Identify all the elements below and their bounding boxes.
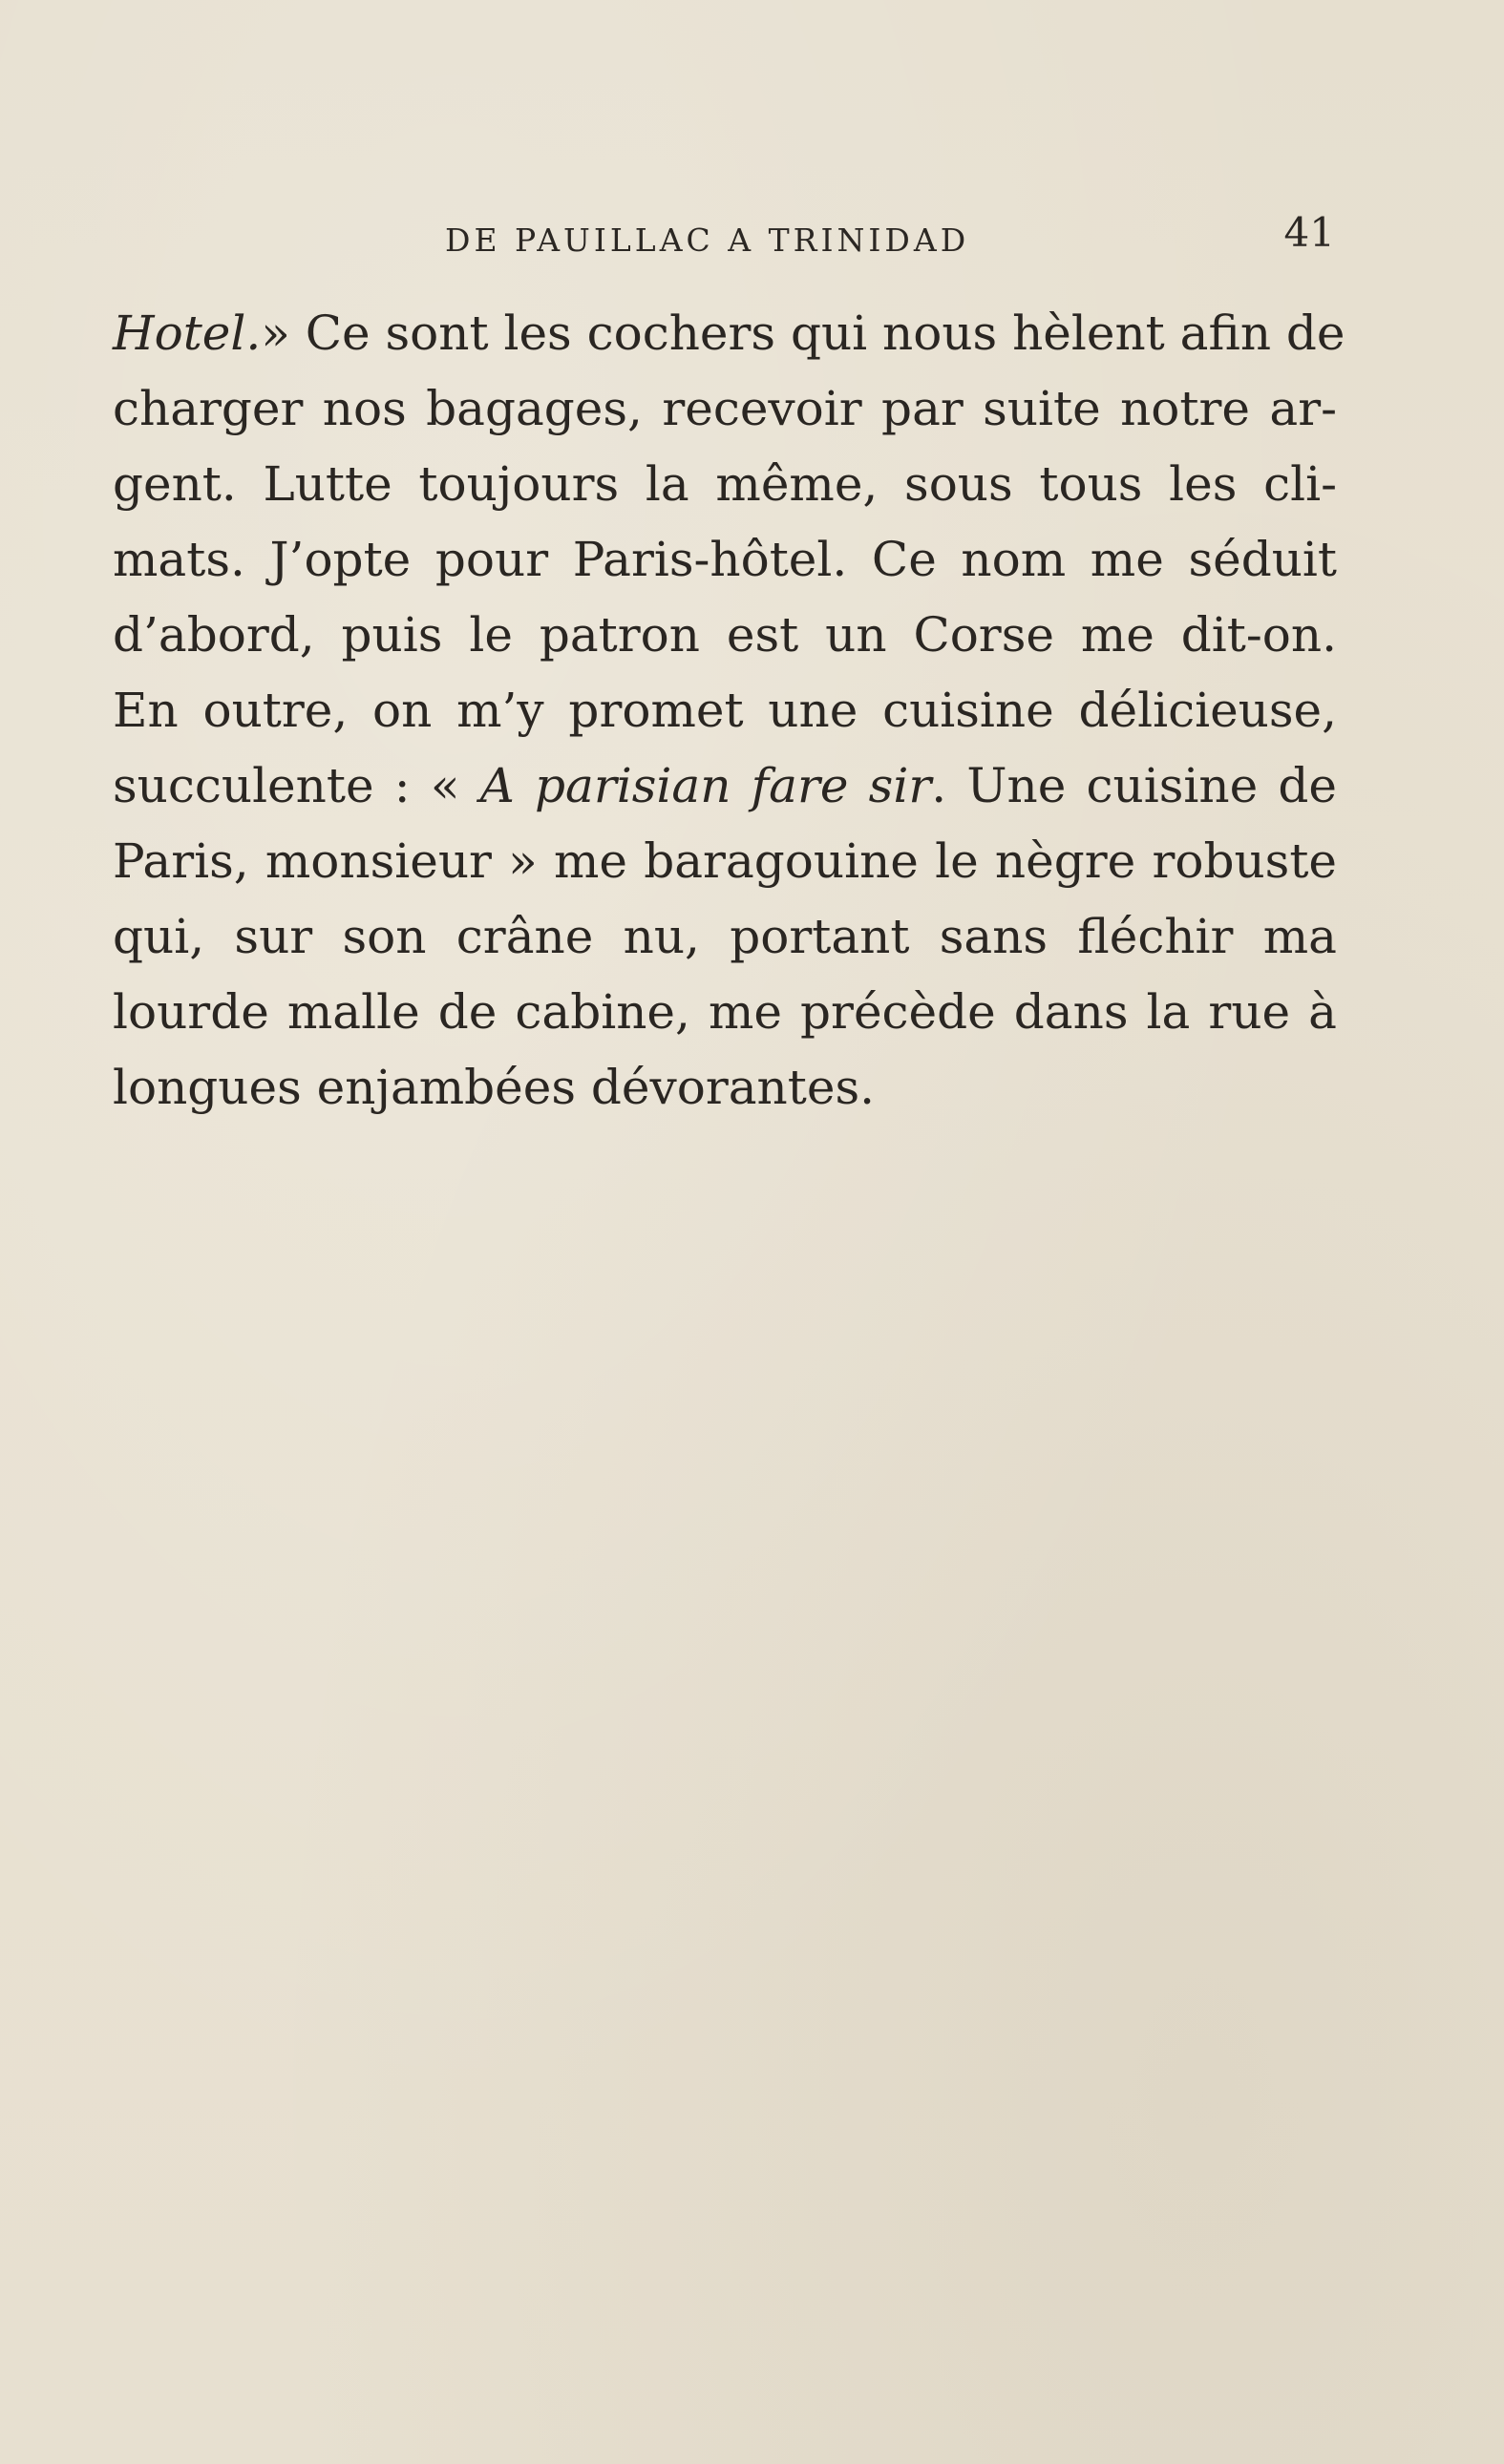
text-line: longues enjambées dévorantes. xyxy=(113,1060,875,1115)
text-span: » Ce sont les cochers qui nous hèlent afin de xyxy=(261,305,1345,361)
text-line: charger nos bagages, recevoir par suite notre ar- xyxy=(113,381,1337,436)
text-span: succulente : « xyxy=(113,758,480,813)
running-title: DE PAUILLAC A TRINIDAD xyxy=(445,221,970,259)
text-line: mats. J’opte pour Paris-hôtel. Ce nom me séduit xyxy=(113,532,1337,587)
italic-word: Hotel. xyxy=(113,305,262,361)
text-line xyxy=(113,296,1345,371)
text-line: d’abord, puis le patron est un Corse me dit-on. xyxy=(113,607,1337,663)
page-number: 41 xyxy=(1283,209,1335,256)
text-span: . Une cuisine de xyxy=(931,758,1337,813)
body-text xyxy=(113,296,1345,1126)
italic-phrase: A parisian fare sir xyxy=(479,758,932,813)
text-line: gent. Lutte toujours la même, sous tous les cli- xyxy=(113,456,1337,512)
text-line: Paris, monsieur » me baragouine le nègre robuste xyxy=(113,833,1337,889)
text-line: En outre, on m’y promet une cuisine délicieuse, xyxy=(113,683,1337,738)
text-line: lourde malle de cabine, me précède dans la rue à xyxy=(113,984,1337,1040)
text-line xyxy=(113,748,1337,824)
text-line: qui, sur son crâne nu, portant sans fléchir ma xyxy=(113,909,1337,964)
running-head xyxy=(113,209,1335,269)
